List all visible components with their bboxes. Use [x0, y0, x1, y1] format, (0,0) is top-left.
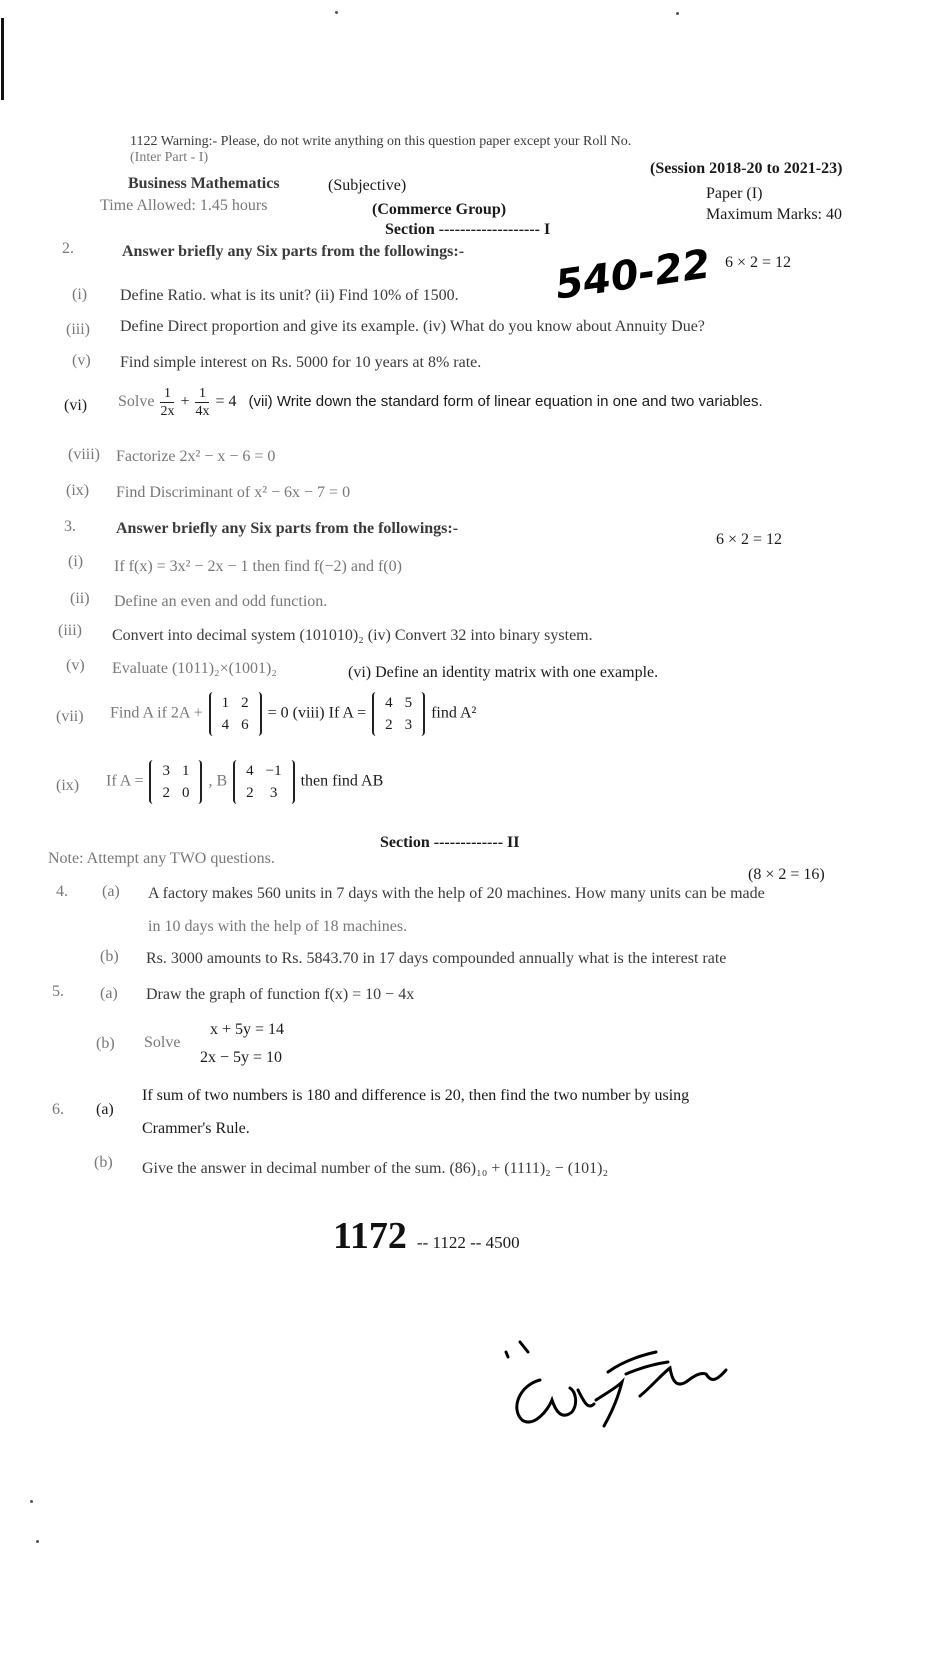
paper-code [333, 1214, 520, 1258]
matrix-cell: 1 [181, 763, 190, 779]
matrix-cell: 3 [162, 763, 170, 779]
q2-item-text: Find simple interest on Rs. 5000 for 10 years at 8% rate. [120, 354, 482, 371]
q3-item-label: (ii) [70, 590, 90, 607]
q2-item-label: (vi) [64, 397, 88, 414]
matrix-a [209, 692, 262, 736]
matrix-question-prefix: Find A if 2A + [110, 704, 203, 722]
matrix-cell: 4 [246, 763, 254, 779]
matrix-cell: 3 [404, 717, 413, 733]
part-label: (Inter Part - I) [130, 150, 209, 165]
q2-item-text: Find Discriminant of x² − 6x − 7 = 0 [116, 484, 351, 501]
q5a-label: (a) [100, 985, 118, 1002]
q4b-text: Rs. 3000 amounts to Rs. 5843.70 in 17 days compounded annually what is the interest rate [146, 950, 727, 967]
matrix-cell: 0 [181, 785, 190, 801]
q2-item-label: (iii) [66, 321, 90, 338]
warning-text: 1122 Warning:- Please, do not write anything on this question paper except your Roll No. [130, 134, 632, 149]
q3-number: 3. [64, 518, 76, 535]
equals-value: = 4 [215, 393, 237, 411]
section-2-marks: (8 × 2 = 16) [748, 866, 825, 883]
matrix-cell: 1 [221, 695, 230, 711]
section-1-title: Section ------------------- I [385, 221, 551, 238]
equation-2: 2x − 5y = 10 [200, 1049, 283, 1066]
q6b-text: Give the answer in decimal number of the sum. (86)₁₀ + (1111)₂ − (101)₂ [142, 1160, 609, 1177]
paper-number: Paper (I) [706, 185, 763, 202]
q4b-label: (b) [100, 948, 119, 965]
q2-item-label: (viii) [68, 446, 100, 463]
q2-marks: 6 × 2 = 12 [725, 254, 792, 271]
matrix-cell: 2 [162, 785, 170, 801]
q4a-text-line-2: in 10 days with the help of 18 machines. [148, 918, 408, 935]
subject-title: Business Mathematics [128, 175, 280, 192]
q3-item-text: If f(x) = 3x² − 2x − 1 then find f(−2) and f(0) [114, 558, 402, 575]
q3-item-label: (i) [68, 553, 84, 570]
q6a-label: (a) [96, 1101, 114, 1118]
q2-item-text: Factorize 2x² − x − 6 = 0 [116, 448, 276, 465]
q5a-text: Draw the graph of function f(x) = 10 − 4x [146, 986, 415, 1003]
fraction-2-denominator: 4x [195, 404, 210, 419]
handwritten-code: 540-22 [552, 241, 714, 309]
paper-code-main: 1172 [333, 1215, 407, 1257]
time-allowed: Time Allowed: 1.45 hours [100, 197, 268, 214]
q4a-text-line-1: A factory makes 560 units in 7 days with the help of 20 machines. How many units can be made [148, 885, 765, 902]
q2-equation-line [118, 385, 763, 420]
solve-word: Solve [118, 393, 155, 411]
q3-matrix-line [110, 692, 476, 736]
q2-item-text: Define Ratio. what is its unit? (ii) Find 10% of 1500. [120, 287, 459, 304]
matrix-question-prefix: If A = [106, 772, 144, 790]
scan-edge-mark [1, 18, 4, 100]
scan-speck [30, 1500, 33, 1503]
q6-number: 6. [52, 1101, 64, 1118]
q3-matrix-line [106, 760, 383, 804]
session-label: (Session 2018-20 to 2021-23) [650, 160, 843, 177]
q3-item-vi: (vi) Define an identity matrix with one example. [348, 664, 659, 681]
matrix-cell: 2 [246, 785, 254, 801]
q6a-text-line-2: Crammer's Rule. [142, 1120, 250, 1137]
q3-item-text: Convert into decimal system (101010)₂ (iv) Convert 32 into binary system. [112, 627, 593, 644]
scan-speck [335, 11, 338, 14]
fraction-1 [160, 385, 174, 420]
q3-instruction: Answer briefly any Six parts from the followings:- [116, 520, 459, 537]
q5-number: 5. [52, 983, 64, 1000]
matrix-cell: 6 [241, 717, 249, 733]
fraction-1-numerator: 1 [160, 385, 174, 403]
q3-marks: 6 × 2 = 12 [716, 531, 783, 548]
section-2-note: Note: Attempt any TWO questions. [48, 850, 275, 867]
scan-speck [676, 12, 679, 15]
q2-item-label: (v) [72, 352, 91, 369]
q4-number: 4. [56, 883, 68, 900]
matrix-cell: 4 [221, 717, 230, 733]
section-2-title: Section ------------- II [380, 834, 520, 851]
q2-item-label: (i) [72, 286, 88, 303]
q2-number: 2. [62, 240, 74, 257]
matrix-cell: 2 [241, 695, 249, 711]
fraction-2-numerator: 1 [195, 385, 209, 403]
matrix-cell: 3 [269, 785, 278, 801]
matrix-b [233, 760, 294, 804]
q2-item-label: (ix) [66, 482, 90, 499]
matrix-b [372, 692, 425, 736]
q4a-label: (a) [102, 883, 120, 900]
matrix-a [149, 760, 202, 804]
q2-instruction: Answer briefly any Six parts from the followings:- [122, 243, 465, 260]
group-label: (Commerce Group) [372, 201, 507, 218]
q2-item-text: Define Direct proportion and give its example. (iv) What do you know about Annuity Due? [120, 318, 705, 335]
q2-item-vii: (vii) Write down the standard form of linear equation in one and two variables. [248, 393, 763, 411]
fraction-2 [195, 385, 209, 420]
q3-item-text: Evaluate (1011)₂×(1001)₂ [112, 660, 277, 677]
matrix-question-suffix: find A² [431, 704, 477, 722]
paper-type: (Subjective) [328, 177, 407, 194]
paper-code-rest: -- 1122 -- 4500 [416, 1233, 520, 1252]
plus-sign: + [180, 393, 190, 411]
matrix-cell: −1 [265, 763, 282, 779]
q3-item-label: (v) [66, 657, 85, 674]
matrix-cell: 4 [385, 695, 393, 711]
matrix-question-mid: = 0 (viii) If A = [267, 704, 367, 722]
matrix-cell: 2 [385, 717, 393, 733]
handwritten-signature [500, 1330, 760, 1440]
equation-1: x + 5y = 14 [210, 1021, 285, 1038]
q6b-label: (b) [94, 1154, 113, 1171]
maximum-marks: Maximum Marks: 40 [706, 206, 842, 223]
q3-item-label: (vii) [56, 708, 84, 725]
scan-speck [36, 1540, 39, 1543]
q3-item-label: (ix) [56, 777, 80, 794]
q6a-text-line-1: If sum of two numbers is 180 and difference is 20, then find the two number by using [142, 1087, 690, 1104]
matrix-question-mid: , B [208, 772, 228, 790]
q3-item-label: (iii) [58, 622, 82, 639]
q3-item-text: Define an even and odd function. [114, 593, 328, 610]
matrix-question-suffix: then find AB [300, 772, 384, 790]
q5b-label: (b) [96, 1035, 115, 1052]
matrix-cell: 5 [404, 695, 413, 711]
fraction-1-denominator: 2x [160, 404, 175, 419]
q5b-text: Solve [144, 1034, 181, 1051]
